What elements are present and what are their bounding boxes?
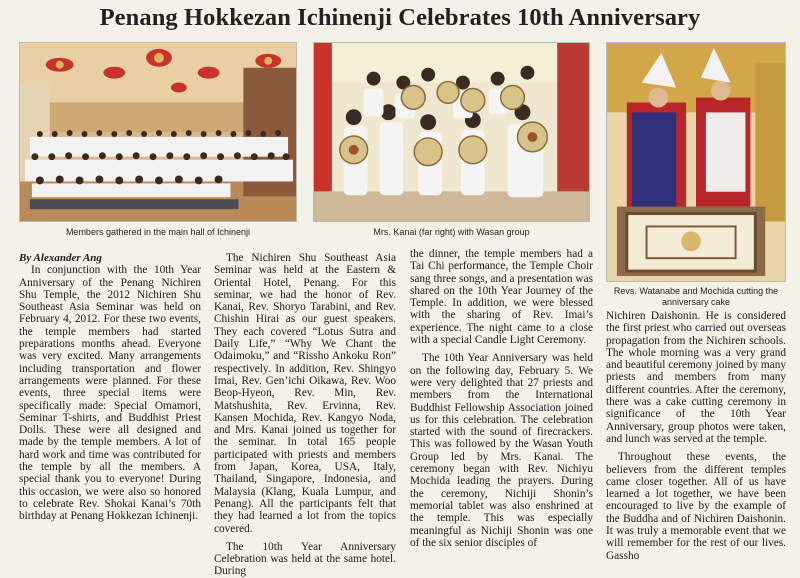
- cake-cutting-photo: [606, 42, 786, 282]
- paragraph: The 10th Year Anniversary was held on the following day, February 5. We were very delighted that 27 priests and members from the International Buddhist Fellowship Association joined us for this celebration. The celebration started with the sound of firecrackers. This was followed by the Wasan Youth Group led by Mrs. Kanai. The ceremony began with Rev. Nichiyu Mochida leading the prayers. During the ceremony, Nichiji Shonin’s memorial tablet was also enshrined at the temple. This was especially meaningful as Nichiji Shonin was one of the six senior disciples of: [410, 352, 593, 549]
- paragraph: Nichiren Daishonin. He is considered the first priest who carried out overseas propagation from the Nichiren schools. The whole morning was a very grand and beautiful ceremony joined by many priests and members from many different countries. After the ceremony, there was a cake cutting ceremony in significance of the 10th Year Anniversary, group photos were taken, and lunch was served at the temple.: [606, 310, 786, 445]
- article-column-2: [214, 252, 396, 578]
- paragraph: Throughout these events, the believers from the different temples came closer together. All of us have learned a lot together, we have been encouraged to live by the example of the Buddha and of Nichiren Daishonin. It was truly a memorable event that we will remember for the rest of our lives. Gassho: [606, 451, 786, 562]
- byline: By Alexander Ang: [19, 252, 102, 264]
- paragraph: In conjunction with the 10th Year Anniversary of the Penang Nichiren Shu Temple, the 2012 Nichiren Shu Southeast Asia Seminar was held on February 4, 2012. For these two events, the temple members had started preparations months ahead. Everyone was very excited. Many arrangements including transportation and flower arrangements were planned. For these events, three special items were specifically made: Special Omamori, Seminar T-shirts, and Buddhist Priest Dolls. These were all designed and made by the temple members. A lot of hard work and time was contributed for the temple by all the members. A special thank you to everyone! During this occasion, we were also so honored to celebrate Rev. Shokai Kanai’s 70th birthday at Penang Hokkezan Ichinenji.: [19, 264, 201, 523]
- paragraph: the dinner, the temple members had a Tai Chi performance, the Temple Choir sang three songs, and a presentation was shared on the 10th Year Journey of the Temple. In addition, we were blessed with the sharing of Rev. Imai’s experience. The night came to a close with a special Candle Light Ceremony.: [410, 248, 593, 347]
- paragraph: The 10th Year Anniversary Celebration was held at the same hotel. During: [214, 540, 396, 578]
- main-hall-photo: [19, 42, 297, 222]
- article-column-3: [410, 248, 593, 549]
- article-column-4: [606, 310, 786, 562]
- wasan-group-photo: [313, 42, 590, 222]
- article-headline: Penang Hokkezan Ichinenji Celebrates 10th Anniversary: [99, 4, 701, 31]
- photo3-caption: Revs. Watanabe and Mochida cutting the anniversary cake: [613, 286, 779, 307]
- paragraph: The Nichiren Shu Southeast Asia Seminar was held at the Eastern & Oriental Hotel, Penang. For this seminar, we had the honor of Rev. Kanai, Rev. Shoryo Tarabini, and Rev. Chishin Hirai as our guest speakers. They each covered “Lotus Sutra and Daily Life,” “Why We Chant the Odaimoku,” and “Rissho Ankoku Ron” respectively. In addition, Rev. Shingyo Imai, Rev. Gen’ichi Oikawa, Rev. Woo Beop-Hyeon, Rev. Min, Rev. Matshushita, Rev. Ervinna, Rev. Kansen Mochida, Rev. Kangyo Noda, and Mrs. Kanai joined us together for the seminar. In total 165 people participated with priests and members from Japan, Korea, USA, Italy, Thailand, Singapore, Indonesia, and Malaysia (Klang, Kuala Lumpur, and Penang). All the participants felt that they had learned a lot from the topics covered.: [214, 252, 396, 535]
- photo2-caption: Mrs. Kanai (far right) with Wasan group: [373, 227, 530, 237]
- article-column-1: [19, 252, 201, 523]
- photo1-caption: Members gathered in the main hall of Ichinenji: [65, 227, 251, 237]
